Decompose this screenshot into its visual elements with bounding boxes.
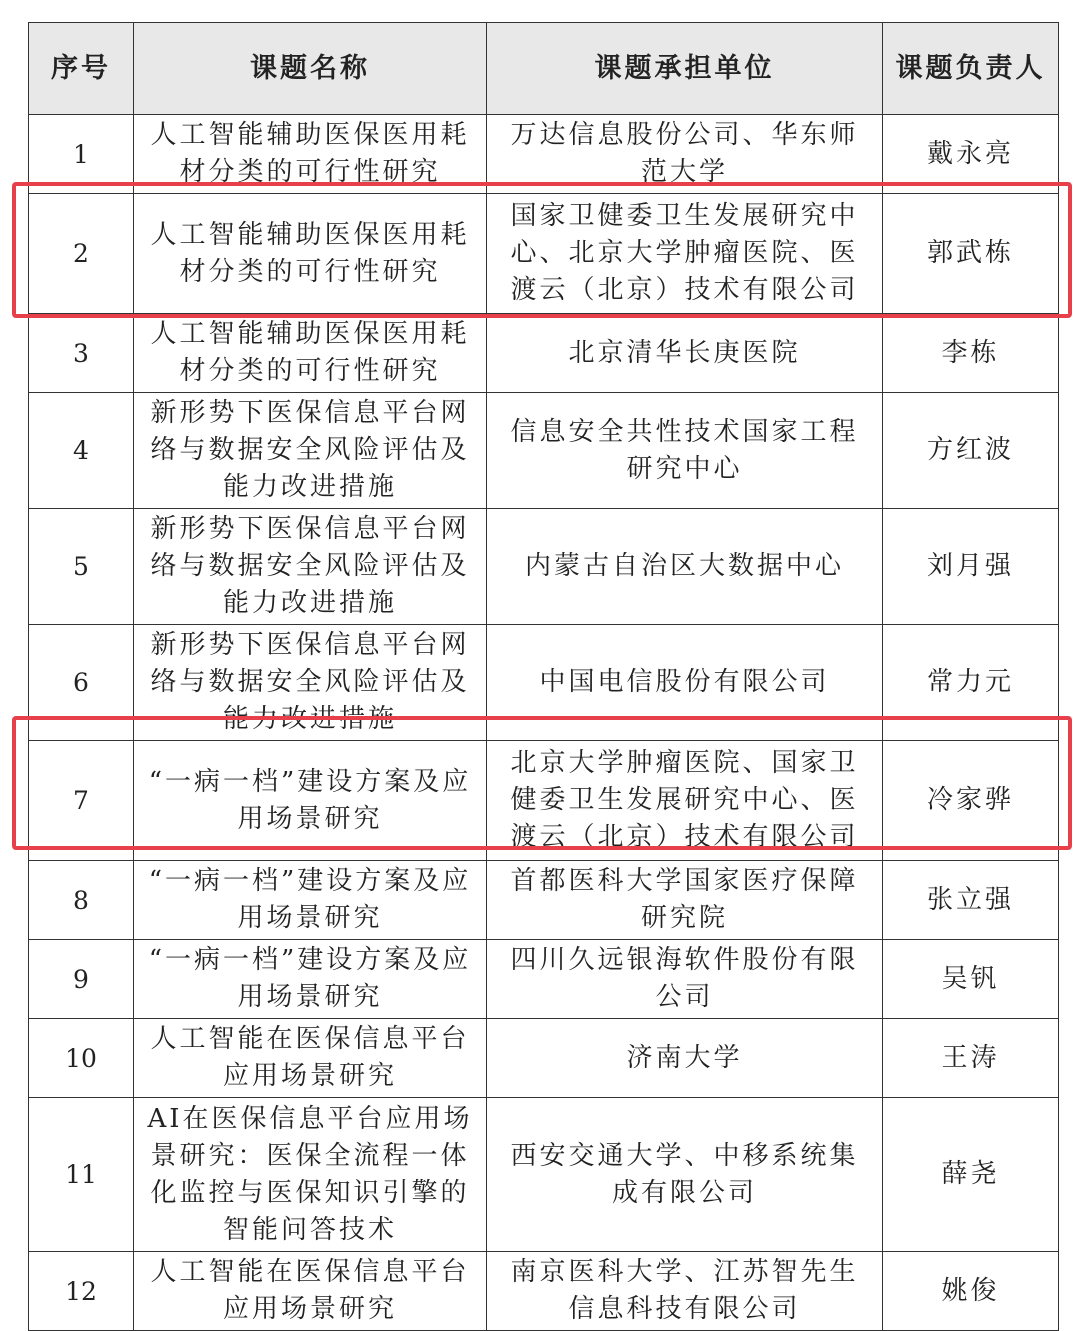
- table-row: [29, 115, 1059, 194]
- row-org: 中国电信股份有限公司: [487, 625, 883, 741]
- row-org: 西安交通大学、中移系统集成有限公司: [487, 1098, 883, 1252]
- row-org: 四川久远银海软件股份有限公司: [487, 940, 883, 1019]
- row-no: 4: [29, 393, 134, 509]
- row-no: 9: [29, 940, 134, 1019]
- row-no: 7: [29, 741, 134, 861]
- row-leader: 张立强: [883, 861, 1059, 940]
- table-row: [29, 1019, 1059, 1098]
- row-org: 北京清华长庚医院: [487, 314, 883, 393]
- table-row: [29, 509, 1059, 625]
- row-org: 北京大学肿瘤医院、国家卫健委卫生发展研究中心、医渡云（北京）技术有限公司: [487, 741, 883, 861]
- row-title: 人工智能辅助医保医用耗材分类的可行性研究: [134, 194, 487, 314]
- row-leader: 方红波: [883, 393, 1059, 509]
- row-no: 10: [29, 1019, 134, 1098]
- row-org: 信息安全共性技术国家工程研究中心: [487, 393, 883, 509]
- table-row: [29, 741, 1059, 861]
- row-title: 人工智能在医保信息平台应用场景研究: [134, 1252, 487, 1331]
- table-row: [29, 625, 1059, 741]
- row-leader: 姚俊: [883, 1252, 1059, 1331]
- row-org: 万达信息股份公司、华东师范大学: [487, 115, 883, 194]
- row-leader: 戴永亮: [883, 115, 1059, 194]
- header-org: 课题承担单位: [487, 23, 883, 115]
- row-title: 新形势下医保信息平台网络与数据安全风险评估及能力改进措施: [134, 393, 487, 509]
- row-leader: 冷家骅: [883, 741, 1059, 861]
- header-no: 序号: [29, 23, 134, 115]
- row-title: 人工智能辅助医保医用耗材分类的可行性研究: [134, 115, 487, 194]
- row-no: 8: [29, 861, 134, 940]
- row-no: 3: [29, 314, 134, 393]
- row-no: 2: [29, 194, 134, 314]
- row-leader: 王涛: [883, 1019, 1059, 1098]
- table-row: [29, 940, 1059, 1019]
- row-title: AI在医保信息平台应用场景研究：医保全流程一体化监控与医保知识引擎的智能问答技术: [134, 1098, 487, 1252]
- row-title: 人工智能辅助医保医用耗材分类的可行性研究: [134, 314, 487, 393]
- row-leader: 吴钒: [883, 940, 1059, 1019]
- table-row: [29, 314, 1059, 393]
- header-title: 课题名称: [134, 23, 487, 115]
- row-title: “一病一档”建设方案及应用场景研究: [134, 861, 487, 940]
- table-row: [29, 1098, 1059, 1252]
- row-org: 内蒙古自治区大数据中心: [487, 509, 883, 625]
- row-no: 1: [29, 115, 134, 194]
- projects-table: [28, 22, 1059, 1331]
- row-leader: 薛尧: [883, 1098, 1059, 1252]
- row-title: “一病一档”建设方案及应用场景研究: [134, 741, 487, 861]
- table-row: [29, 194, 1059, 314]
- row-leader: 常力元: [883, 625, 1059, 741]
- row-no: 11: [29, 1098, 134, 1252]
- row-org: 国家卫健委卫生发展研究中心、北京大学肿瘤医院、医渡云（北京）技术有限公司: [487, 194, 883, 314]
- row-no: 6: [29, 625, 134, 741]
- row-no: 12: [29, 1252, 134, 1331]
- row-org: 南京医科大学、江苏智先生信息科技有限公司: [487, 1252, 883, 1331]
- row-no: 5: [29, 509, 134, 625]
- row-title: 新形势下医保信息平台网络与数据安全风险评估及能力改进措施: [134, 625, 487, 741]
- table-row: [29, 1252, 1059, 1331]
- row-leader: 郭武栋: [883, 194, 1059, 314]
- row-title: “一病一档”建设方案及应用场景研究: [134, 940, 487, 1019]
- row-leader: 刘月强: [883, 509, 1059, 625]
- row-title: 人工智能在医保信息平台应用场景研究: [134, 1019, 487, 1098]
- row-leader: 李栋: [883, 314, 1059, 393]
- header-leader: 课题负责人: [883, 23, 1059, 115]
- table-row: [29, 861, 1059, 940]
- row-org: 首都医科大学国家医疗保障研究院: [487, 861, 883, 940]
- table-row: [29, 393, 1059, 509]
- row-org: 济南大学: [487, 1019, 883, 1098]
- table-header-row: [29, 23, 1059, 115]
- row-title: 新形势下医保信息平台网络与数据安全风险评估及能力改进措施: [134, 509, 487, 625]
